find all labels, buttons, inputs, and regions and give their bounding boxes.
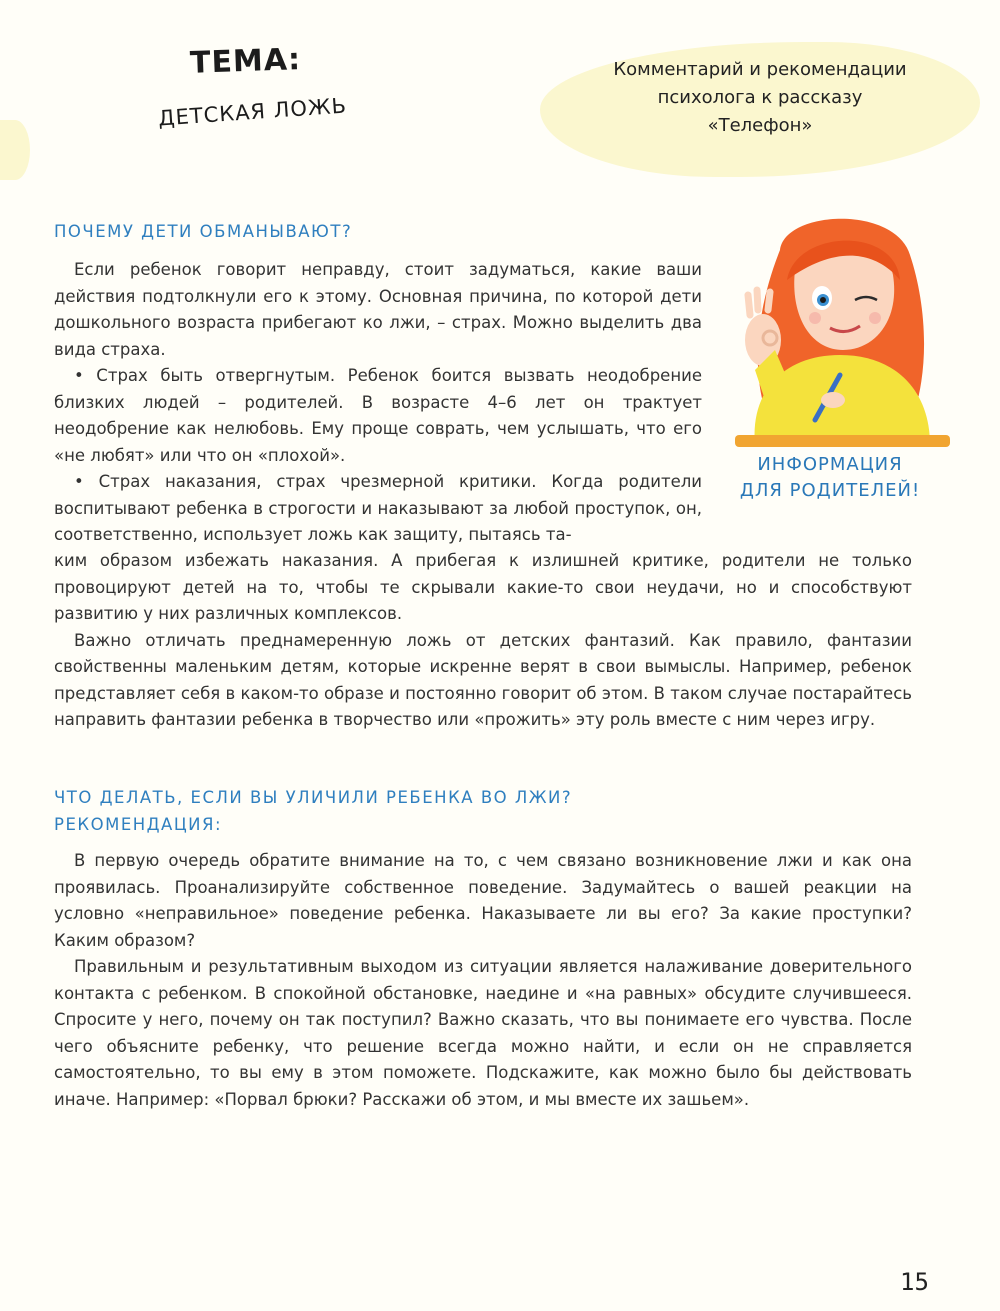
topic-label: ТЕМА: xyxy=(189,42,302,81)
banner-text xyxy=(570,56,950,140)
section-why-text-narrow xyxy=(54,257,702,549)
paragraph: В первую очередь обратите внимание на то, с чем связано возникновение лжи и как она проявилась. Проанализируйте собственное поведение. Задумайтесь о вашей реакции на условно «неправильное» поведение ребенка. Наказываете ли вы его? За какие проступки? Каким образом? xyxy=(54,851,912,950)
section-recommendation-text xyxy=(54,848,912,1113)
paragraph: Если ребенок говорит неправду, стоит задуматься, какие ваши действия подтолкнули его к этому. Основная причина, по которой дети дошкольного возраста прибегают ко лжи, – страх. Можно выделить два вида страха. xyxy=(54,260,702,359)
paragraph: Правильным и результативным выходом из ситуации является налаживание доверительного контакта с ребенком. В спокойной обстановке, наедине и «на равных» обсудите случившееся. Спросите у него, почему он так поступил? Важно сказать, что вы понимаете его чувства. После чего объясните ребенку, что решение всегда можно найти, и если он не справляется самостоятельно, то вы ему в этом поможете. Подскажите, как можно было бы действовать иначе. Например: «Порвал брюки? Расскажи об этом, и мы вместе их зашьем». xyxy=(54,957,912,1109)
heading-line: РЕКОМЕНДАЦИЯ: xyxy=(54,815,222,834)
girl-illustration xyxy=(725,210,955,450)
section-heading-why: ПОЧЕМУ ДЕТИ ОБМАНЫВАЮТ? xyxy=(54,222,353,241)
banner-line: «Телефон» xyxy=(707,115,813,136)
decorative-blob xyxy=(0,120,30,180)
paragraph: Важно отличать преднамеренную ложь от детских фантазий. Как правило, фантазии свойственны маленьким детям, которые искренне верят в свои вымыслы. Например, ребенок представляет себя в каком-то образе и постоянно говорит об этом. В таком случае постарайтесь направить фантазии ребенка в творчество или «прожить» эту роль вместе с ним через игру. xyxy=(54,630,912,729)
info-line: ДЛЯ РОДИТЕЛЕЙ! xyxy=(739,480,921,501)
info-line: ИНФОРМАЦИЯ xyxy=(757,454,903,475)
info-for-parents-label xyxy=(715,452,945,504)
topic-name: ДЕТСКАЯ ЛОЖЬ xyxy=(157,93,348,131)
page-number: 15 xyxy=(900,1268,929,1296)
paragraph: • Страх быть отвергнутым. Ребенок боится вызвать неодобрение близких людей – родителей. В возрасте 4–6 лет он трактует неодобрение как нелюбовь. Ему проще соврать, чем услышать, что его «не любят» или что он «плохой». xyxy=(54,366,702,465)
section-heading-what-to-do xyxy=(54,784,572,838)
banner-line: психолога к рассказу xyxy=(657,87,863,108)
paragraph: • Страх наказания, страх чрезмерной критики. Когда родители воспитывают ребенка в строгости и наказывают за любой проступок, он, соответственно, использует ложь как защиту, пытаясь та- xyxy=(54,472,702,544)
section-why-text-wide xyxy=(54,548,912,734)
heading-line: ЧТО ДЕЛАТЬ, ЕСЛИ ВЫ УЛИЧИЛИ РЕБЕНКА ВО ЛЖИ? xyxy=(54,788,573,807)
banner-line: Комментарий и рекомендации xyxy=(613,59,907,80)
paragraph: ким образом избежать наказания. А прибегая к излишней критике, родители не только провоцируют детей на то, чтобы те скрывали какие-то свои неудачи, но и способствуют развитию у них различных комплексов. xyxy=(54,551,912,623)
